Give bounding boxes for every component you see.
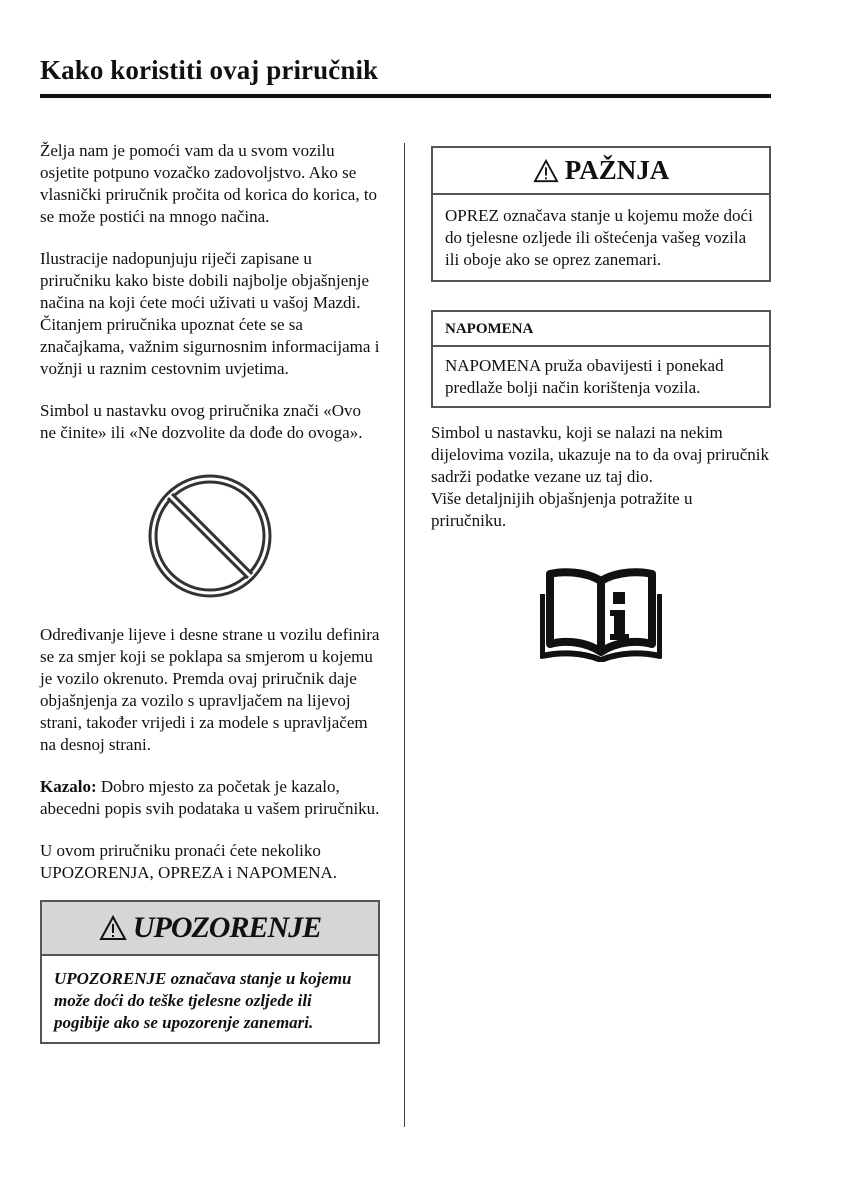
caution-title: PAŽNJA bbox=[564, 155, 670, 185]
title-rule bbox=[40, 94, 771, 98]
find-paragraph: U ovom priručniku pronaći ćete nekoliko UPOZORENJA, OPREZA i NAPOMENA. bbox=[40, 841, 338, 882]
note-text: NAPOMENA pruža obavijesti i ponekad predlaže bolji način korištenja vozila. bbox=[445, 356, 724, 397]
symbol-paragraph: Simbol u nastavku ovog priručnika znači «Ovo ne činite» ili «Ne dozvolite da dođe do ovoga». bbox=[40, 401, 363, 442]
intro-paragraph: Željа nam je pomoći vam da u svom vozilu osjetite potpuno vozačko zadovoljstvo. Ako se vlasnički priručnik pročita od korica do korica, to se može postići na mnogo načina. bbox=[40, 141, 378, 226]
warning-box bbox=[40, 900, 380, 1044]
column-divider bbox=[404, 143, 405, 1127]
index-paragraph bbox=[40, 776, 380, 820]
warning-title: UPOZORENJE bbox=[132, 911, 322, 944]
vehicle-symbol-paragraph: Simbol u nastavku, koji se nalazi na nekim dijelovima vozila, ukazuje na to da ovaj priručnik sadrži podatke vezane uz taj dio. bbox=[431, 423, 769, 486]
warning-text: UPOZORENJE označava stanje u kojemu može doći do teške tjelesne ozljede ili pogibije ako se upozorenje zanemari. bbox=[54, 969, 352, 1032]
warning-triangle-icon bbox=[533, 159, 559, 183]
right-column bbox=[431, 146, 770, 662]
caution-header bbox=[433, 148, 769, 195]
left-column bbox=[40, 140, 380, 1044]
prohibition-icon bbox=[147, 473, 273, 599]
note-title: NAPOMENA bbox=[433, 312, 769, 347]
index-text: Dobro mjesto za početak je kazalo, abecedni popis svih podataka u vašem priručniku. bbox=[40, 777, 380, 818]
warning-triangle-icon bbox=[99, 915, 127, 941]
index-label: Kazalo: bbox=[40, 777, 97, 796]
warning-header bbox=[42, 902, 378, 956]
left-right-paragraph: Određivanje lijeve i desne strane u vozilu definira se za smjer koji se poklapa sa smjerom u kojemu je vozilo okrenuto. Premda ovaj priručnik daje objašnjenja za vozilo s upravljačem na lijevoj strani, također vrijedi i za modele s upravljačem na desnoj strani. bbox=[40, 625, 380, 754]
caution-text: OPREZ označava stanje u kojemu može doći do tjelesne ozljede ili oštećenja vašeg vozila ili oboje ako se oprez zanemari. bbox=[445, 206, 753, 269]
refer-paragraph: Više detaljnijih objašnjenja potražite u priručniku. bbox=[431, 489, 693, 530]
manual-symbol bbox=[431, 566, 770, 662]
manual-info-icon bbox=[540, 566, 662, 662]
prohibition-symbol bbox=[40, 466, 380, 606]
caution-box bbox=[431, 146, 771, 282]
note-box bbox=[431, 310, 771, 408]
page-title: Kako koristiti ovaj priručnik bbox=[40, 55, 379, 85]
illustrations-paragraph: Ilustracije nadopunjuju riječi zapisane u priručniku kako biste dobili najbolje objašnjenje načina na koji ćete moći uživati u vašoj Mazdi. Čitanjem priručnika upoznat ćete se sa značajkama, važnim sigurnosnim informacijama i vožnji u raznim cestovnim uvjetima. bbox=[40, 249, 380, 378]
